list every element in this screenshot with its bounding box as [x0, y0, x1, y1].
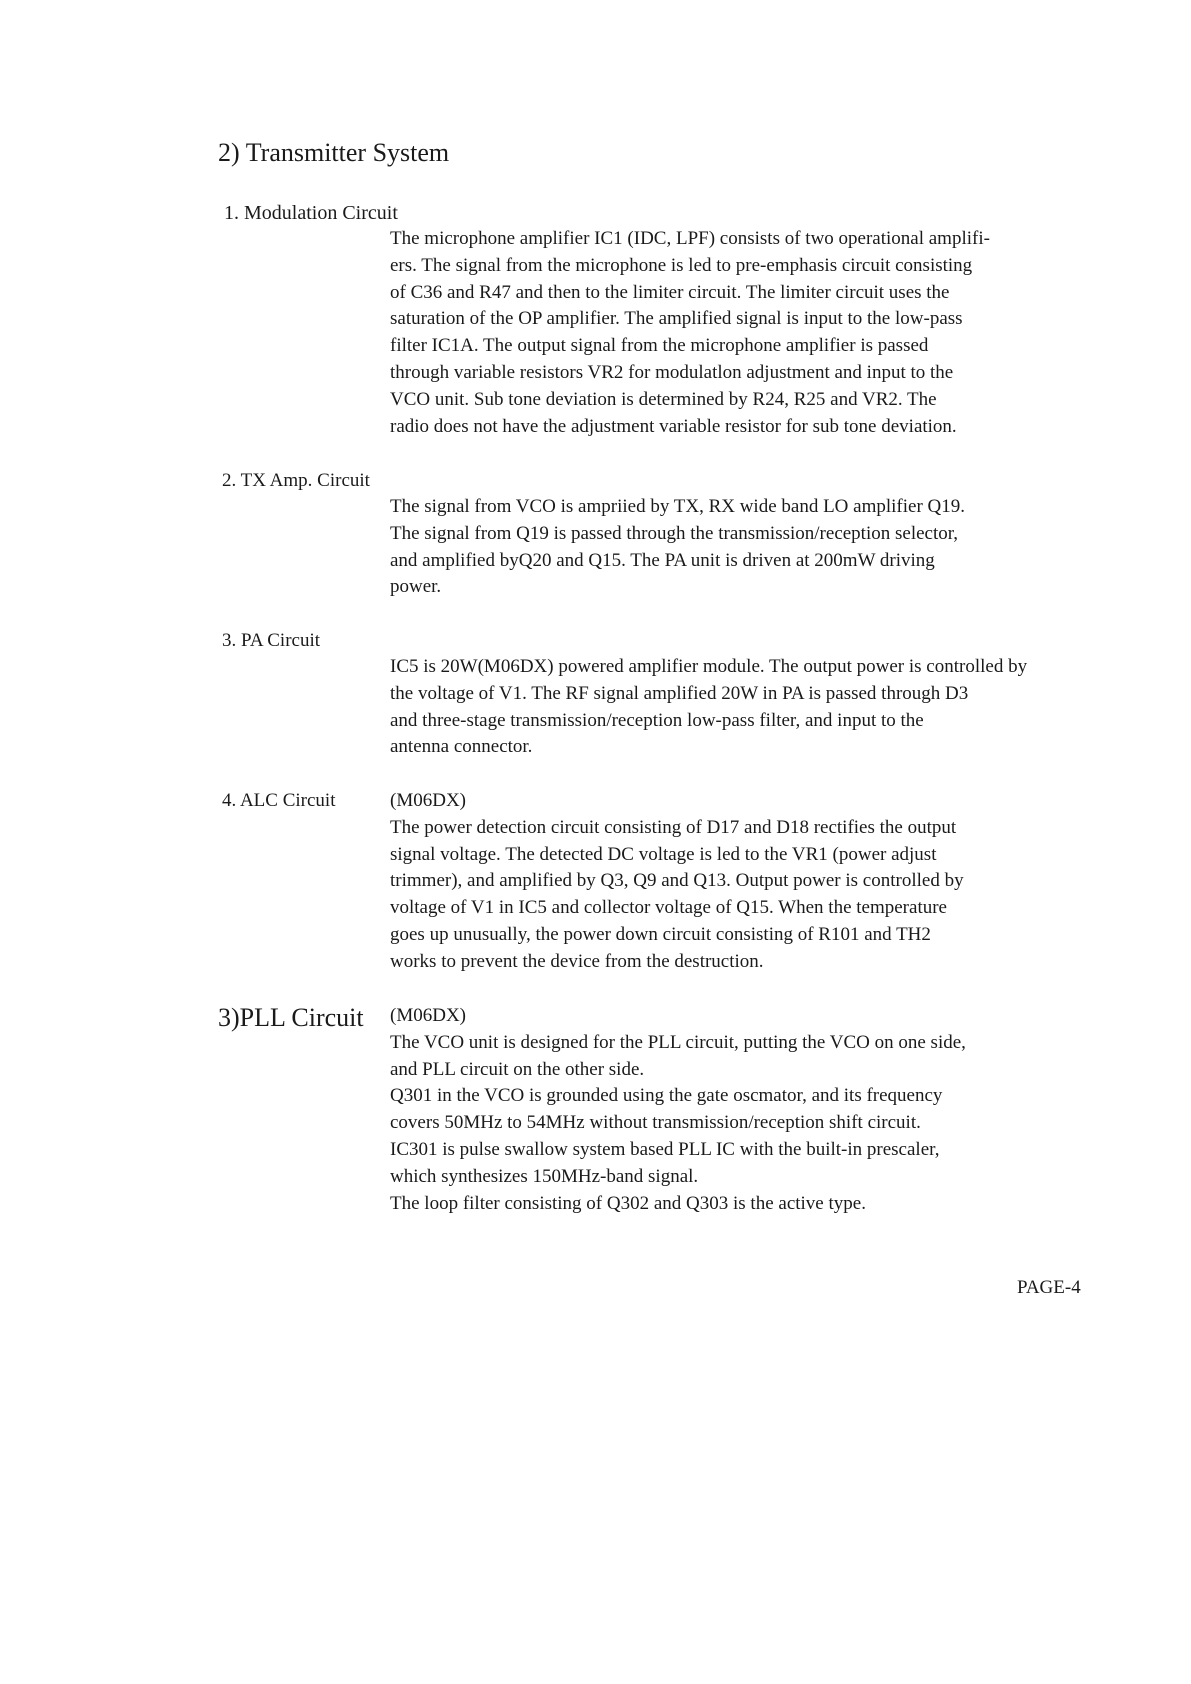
paragraph-line: trimmer), and amplified by Q3, Q9 and Q13. Output power is controlled by [390, 870, 964, 892]
paragraph-line: saturation of the OP amplifier. The amplified signal is input to the low-pass [390, 308, 963, 330]
paragraph-line: IC5 is 20W(M06DX) powered amplifier module. The output power is controlled by [390, 656, 1028, 677]
pa-heading: 3. PA Circuit [222, 630, 321, 651]
paragraph-line: of C36 and R47 and then to the limiter circuit. The limiter circuit uses the [390, 281, 950, 303]
paragraph-line: goes up unusually, the power down circuit consisting of R101 and TH2 [390, 923, 931, 945]
paragraph-line: The signal from VCO is ampriied by TX, RX wide band LO amplifier Q19. [390, 496, 966, 517]
paragraph-line: signal voltage. The detected DC voltage is led to the VR1 (power adjust [390, 843, 937, 865]
paragraph-line: the voltage of V1. The RF signal amplified 20W in PA is passed through D3 [390, 682, 969, 704]
paragraph-line: The signal from Q19 is passed through the transmission/reception selector, [390, 522, 959, 544]
paragraph-line: and amplified byQ20 and Q15. The PA unit is driven at 200mW driving [390, 549, 935, 571]
paragraph-line: IC301 is pulse swallow system based PLL IC with the built-in prescaler, [390, 1138, 940, 1160]
paragraph-line: power. [390, 576, 442, 598]
paragraph-line: which synthesizes 150MHz-band signal. [390, 1165, 699, 1187]
paragraph-line: VCO unit. Sub tone deviation is determined by R24, R25 and VR2. The [390, 388, 937, 410]
txamp-paragraph [390, 494, 965, 601]
txamp-heading: 2. TX Amp. Circuit [222, 470, 370, 491]
paragraph-line: voltage of V1 in IC5 and collector voltage of Q15. When the temperature [390, 897, 947, 919]
paragraph-line: through variable resistors VR2 for modulatlon adjustment and input to the [390, 361, 954, 383]
pll-heading: 3)PLL Circuit [218, 1003, 364, 1032]
paragraph-line: The microphone amplifier IC1 (IDC, LPF) consists of two operational amplifi- [390, 228, 990, 249]
alc-heading: 4. ALC Circuit [222, 790, 336, 811]
paragraph-line: antenna connector. [390, 736, 533, 758]
paragraph-line: covers 50MHz to 54MHz without transmission/reception shift circuit. [390, 1112, 921, 1134]
paragraph-line: and three-stage transmission/reception low-pass filter, and input to the [390, 709, 924, 731]
modulation-heading: 1. Modulation Circuit [224, 202, 398, 224]
paragraph-line: The loop filter consisting of Q302 and Q303 is the active type. [390, 1192, 866, 1214]
paragraph-line: works to prevent the device from the destruction. [390, 950, 764, 972]
paragraph-line: (M06DX) [390, 790, 466, 811]
paragraph-line: filter IC1A. The output signal from the microphone amplifier is passed [390, 335, 929, 357]
paragraph-line: Q301 in the VCO is grounded using the gate oscmator, and its frequency [390, 1085, 943, 1107]
paragraph-line: ers. The signal from the microphone is led to pre-emphasis circuit consisting [390, 254, 973, 276]
modulation-paragraph [390, 226, 990, 440]
paragraph-line: The power detection circuit consisting of D17 and D18 rectifies the output [390, 816, 957, 838]
paragraph-line: radio does not have the adjustment variable resistor for sub tone deviation. [390, 415, 957, 437]
paragraph-line: The VCO unit is designed for the PLL circuit, putting the VCO on one side, [390, 1031, 966, 1053]
section-title: 2) Transmitter System [218, 138, 450, 167]
pll-paragraph [390, 1003, 966, 1217]
pa-paragraph [390, 654, 1027, 761]
page-number: PAGE-4 [1017, 1277, 1081, 1298]
paragraph-line: (M06DX) [390, 1005, 466, 1026]
paragraph-line: and PLL circuit on the other side. [390, 1058, 645, 1080]
alc-paragraph [390, 788, 964, 976]
